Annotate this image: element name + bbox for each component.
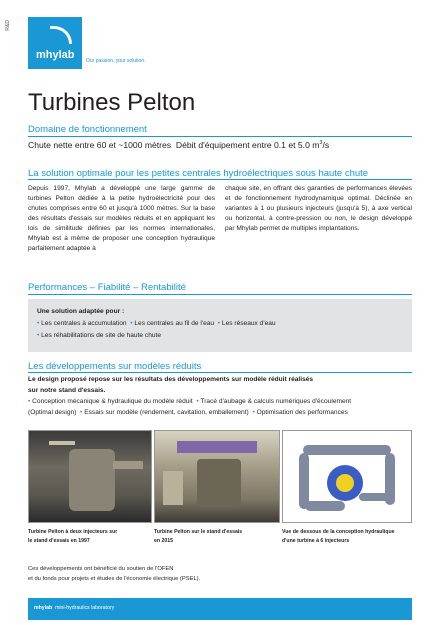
funding-note-1: Ces développements ont bénéficié du soutien de l'OFEN: [28, 566, 174, 572]
performance-heading: Performances – Fiabilité – Rentabilité: [28, 282, 186, 293]
solution-text-col1: Depuis 1997, Mhylab a développé une large gamme de turbines Pelton dédiée à la petite hydroélectricité pour des chutes comprises entre 60 et jusqu'à 1000 mètres. Sur la base des résultats d'essais sur modèles réduits et en appliquant les lois de similitude définies par les normes internationales, Mhylab est à même de proposer une conception hydraulique parfaitement adaptée à: [28, 185, 215, 252]
development-item: Conception mécanique & hydraulique du modèle réduit: [32, 398, 193, 405]
logo-swoosh-icon: [50, 26, 72, 44]
operating-range: [28, 140, 329, 150]
development-item: Tracé d'aubage & calculs numériques d'écoulement: [200, 398, 352, 405]
developments-intro-2: sur notre stand d'essais.: [28, 387, 106, 394]
brand-name: mhylab: [36, 49, 75, 61]
developments-intro-1: Le design proposé repose sur les résultats des développements sur modèle réduit réalisés: [28, 376, 314, 383]
page-title: Turbines Pelton: [28, 89, 196, 116]
caption-photo-1: Turbine Pelton à deux injecteurs sur le stand d'essais en 1997: [28, 529, 118, 544]
brand-tagline: Our passion, your solution.: [86, 58, 146, 64]
photo-turbine-2015: [154, 430, 280, 523]
developments-line-1: • Conception mécanique & hydraulique du modèle réduit • Tracé d'aubage & calculs numériques d'écoulement: [28, 398, 352, 405]
caption-photo-2: Turbine Pelton sur le stand d'essais en 2015: [154, 529, 243, 544]
brand-logo: [28, 17, 82, 69]
application-item: Les réseaux d'eau: [221, 320, 276, 327]
footer-subtitle: mini-hydraulics laboratory: [55, 605, 115, 611]
developments-line-2: (Optimal design) • Essais sur modèle (rendement, cavitation, emballement) • Optimisation des performances: [28, 409, 348, 416]
developments-heading: Les développements sur modèles réduits: [28, 361, 202, 372]
development-item: Optimisation des performances: [256, 409, 348, 416]
performance-rule: [28, 294, 412, 295]
footer-bar: [28, 598, 412, 620]
flow-range: Débit d'équipement entre 0.1 et 5.0 $m^3/s$: [175, 140, 330, 150]
hydraulic-design-render: [282, 430, 412, 523]
developments-rule: [28, 372, 412, 373]
funding-note-2: et du fonds pour projets et études de l'économie électrique (PSEL).: [28, 576, 201, 582]
footer-text: [34, 605, 114, 611]
development-item: (Optimal design): [28, 409, 77, 416]
applications-box: [28, 299, 412, 352]
applications-line-2: • Les réhabilitations de site de haute chute: [37, 332, 162, 339]
applications-line-1: • Les centrales à accumulation • Les centrales au fil de l'eau • Les réseaux d'eau: [37, 320, 276, 327]
solution-heading: La solution optimale pour les petites centrales hydroélectriques sous haute chute: [28, 168, 369, 179]
domain-rule: [28, 136, 412, 137]
domain-heading: Domaine de fonctionnement: [28, 124, 147, 135]
caption-photo-3: Vue de dessous de la conception hydraulique d'une turbine à 6 injecteurs: [282, 529, 395, 544]
head-range: Chute nette entre 60 et ~1000 mètres: [28, 140, 172, 150]
applications-title: Une solution adaptée pour :: [37, 308, 125, 315]
application-item: Les centrales au fil de l'eau: [134, 320, 215, 327]
solution-text-col2: chaque site, en offrant des garanties de performances élevées et de fonctionnement hydrodynamique optimal. Déclinée en variantes à 1 ou plusieurs injecteurs (jusqu'à 5), à axe vertical ou horizontal, à contre-pression ou non, le design développé par Mhylab permet de multiples implantations.: [225, 185, 412, 232]
application-item: Les réhabilitations de site de haute chute: [41, 332, 162, 339]
page-reference: R&D: [5, 20, 11, 31]
application-item: Les centrales à accumulation: [41, 320, 127, 327]
development-item: Essais sur modèle (rendement, cavitation, emballement): [84, 409, 249, 416]
footer-brand: mhylab: [34, 605, 53, 611]
solution-rule: [28, 179, 412, 180]
photo-turbine-1997: [28, 430, 152, 523]
